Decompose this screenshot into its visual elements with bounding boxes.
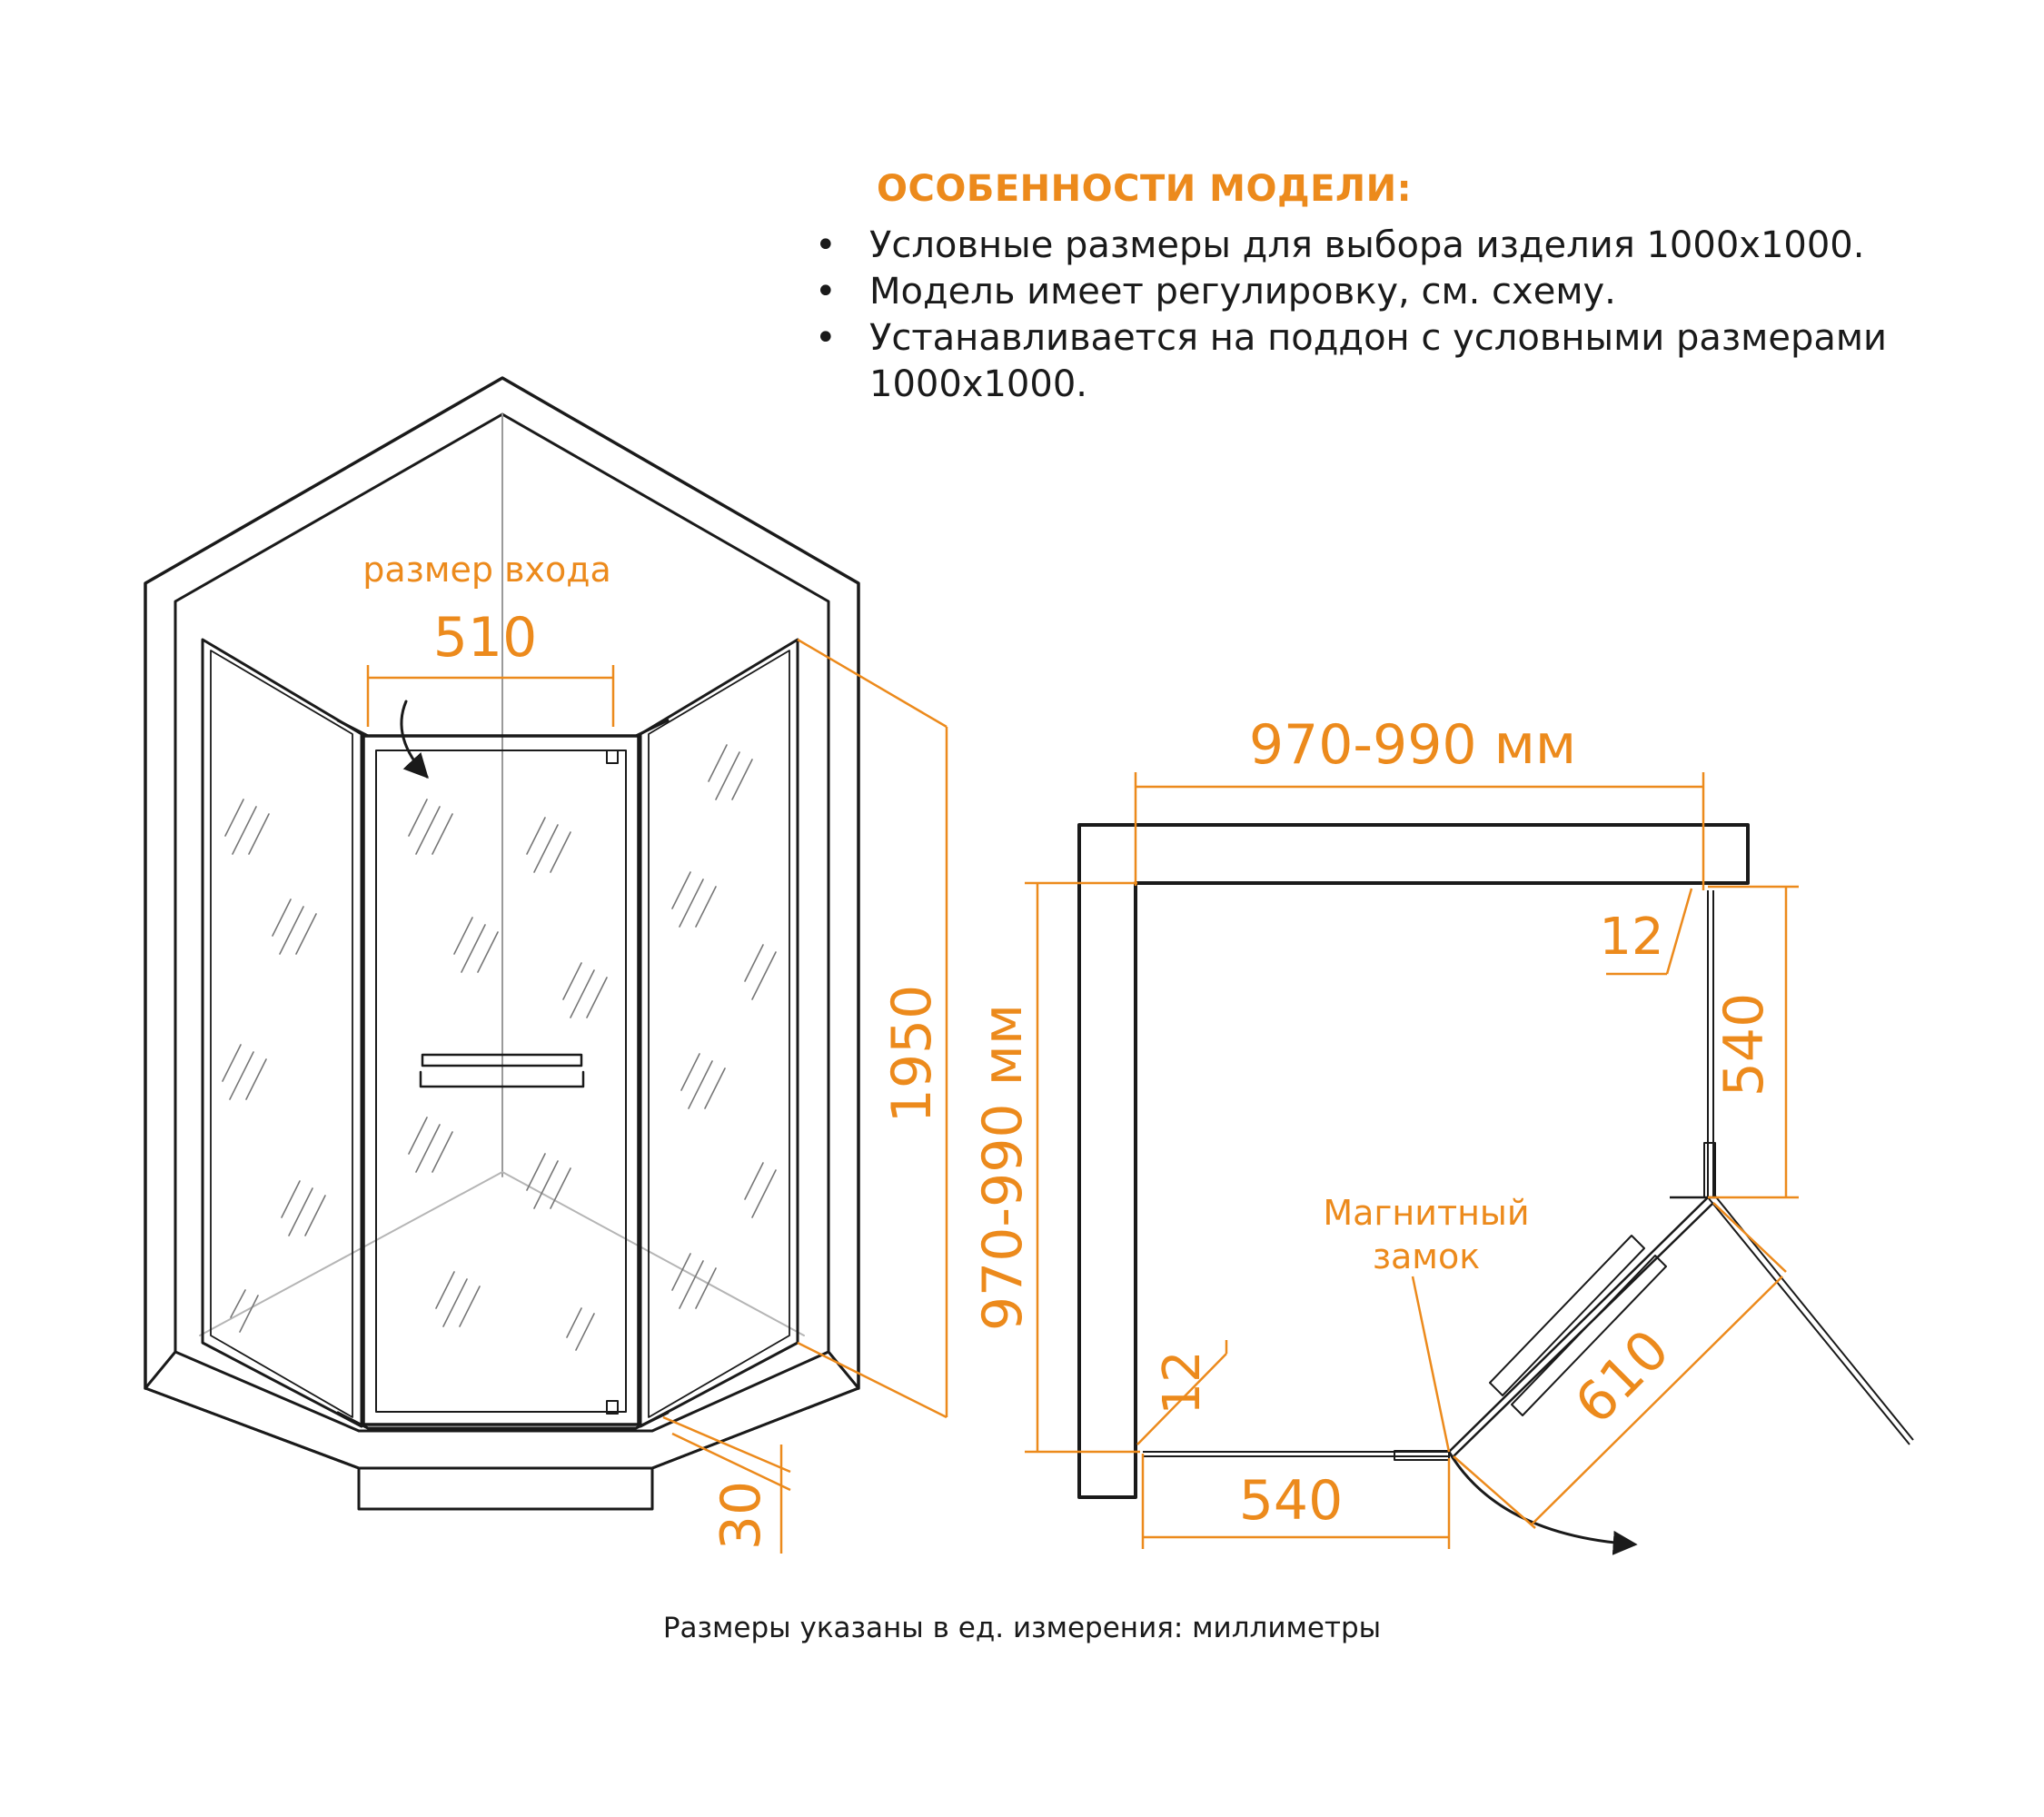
door-swing-arrow: [402, 701, 427, 777]
door-diagonal-label: 610: [1563, 1317, 1682, 1437]
wall-length-top-label: 970-990 мм: [1248, 713, 1577, 777]
door-closed: [1449, 1197, 1708, 1452]
wall-length-left-label: 970-990 мм: [971, 1003, 1035, 1332]
units-footnote: Размеры указаны в ед. измерения: миллиметры: [662, 1612, 1382, 1644]
glass-hatch: [223, 745, 776, 1350]
height-label: 1950: [880, 984, 944, 1124]
plan-dimensions: [1025, 772, 1799, 1549]
left-glass-panel: [203, 640, 362, 1426]
lock-caption-line2: замок: [1372, 1236, 1481, 1276]
door-panel: [363, 736, 639, 1425]
feature-item: • Условные размеры для выбора изделия 1000х1000.: [813, 223, 1994, 269]
floor-lines: [200, 1172, 804, 1335]
feature-item: • Устанавливается на поддон с условными размерами 1000х1000.: [813, 315, 1994, 408]
right-glass-panel: [640, 640, 798, 1426]
gap-top-right-label: 12: [1599, 908, 1664, 967]
entrance-width-label: 510: [432, 606, 538, 670]
plan-view: [1079, 825, 1913, 1544]
tray-height-label: 30: [709, 1480, 773, 1551]
front-view: [145, 378, 858, 1509]
features-title: ОСОБЕННОСТИ МОДЕЛИ:: [877, 168, 1413, 210]
gap-bottom-left-label: 12: [1153, 1350, 1212, 1415]
side-length-right-label: 540: [1712, 992, 1776, 1097]
side-length-bottom-label: 540: [1238, 1469, 1344, 1533]
lock-caption-line1: Магнитный: [1323, 1193, 1530, 1233]
plan-swing-arrow: [1449, 1452, 1635, 1544]
entrance-caption: размер входа: [362, 550, 611, 590]
feature-item: • Модель имеет регулировку, см. схему.: [813, 269, 1994, 315]
